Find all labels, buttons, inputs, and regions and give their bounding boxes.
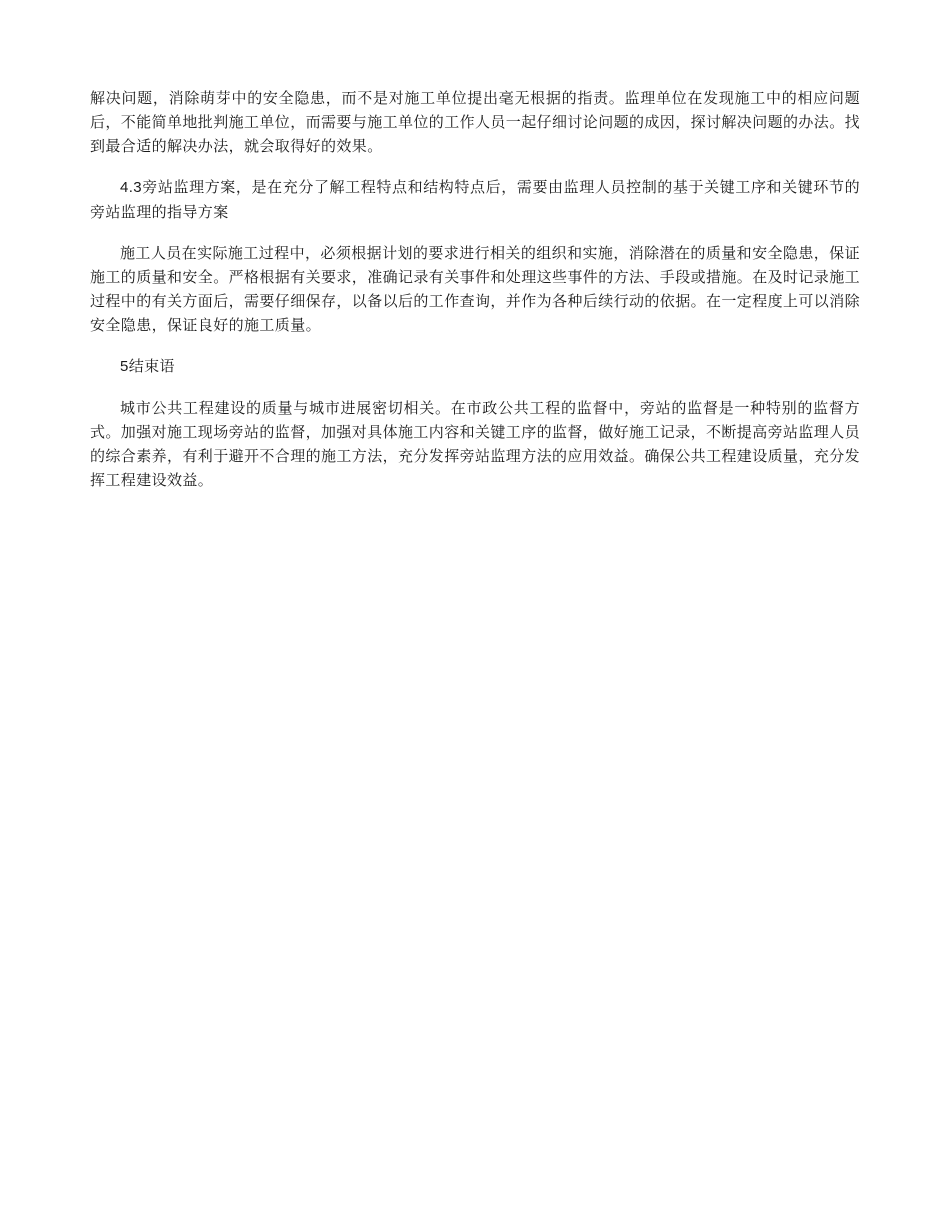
paragraph-text: 城市公共工程建设的质量与城市进展密切相关。在市政公共工程的监督中，旁站的监督是一种特别的监督方式。加强对施工现场旁站的监督，加强对具体施工内容和关键工序的监督，做好施工记录，不断提高旁站监理人员的综合素养，有利于避开不合理的施工方法，充分发挥旁站监理方法的应用效益。确保公共工程建设质量，充分发挥工程建设效益。	[90, 399, 861, 489]
section-heading-4-3	[90, 175, 860, 224]
paragraph-text: 解决问题，消除萌芽中的安全隐患，而不是对施工单位提出毫无根据的指责。监理单位在发现施工中的相应问题后，不能简单地批判施工单位，而需要与施工单位的工作人员一起仔细讨论问题的成因，探讨解决问题的办法。找到最合适的解决办法，就会取得好的效果。	[90, 89, 861, 155]
section-heading-text: 结束语	[128, 357, 175, 375]
paragraph-text: 施工人员在实际施工过程中，必须根据计划的要求进行相关的组织和实施，消除潜在的质量和安全隐患，保证施工的质量和安全。严格根据有关要求，准确记录有关事件和处理这些事件的方法、手段或措施。在及时记录施工过程中的有关方面后，需要仔细保存，以备以后的工作查询，并作为各种后续行动的依据。在一定程度上可以消除安全隐患，保证良好的施工质量。	[90, 244, 861, 334]
section-heading-text: 旁站监理方案，是在充分了解工程特点和结构特点后，需要由监理人员控制的基于关键工序和关键环节的旁站监理的指导方案	[90, 178, 860, 221]
section-heading-5	[90, 354, 860, 379]
body-paragraph-continued	[90, 86, 860, 158]
conclusion-paragraph	[90, 396, 860, 492]
section-number: 5	[120, 358, 129, 375]
document-page	[90, 86, 860, 509]
section-number: 4.3	[120, 179, 143, 196]
body-paragraph	[90, 241, 860, 337]
